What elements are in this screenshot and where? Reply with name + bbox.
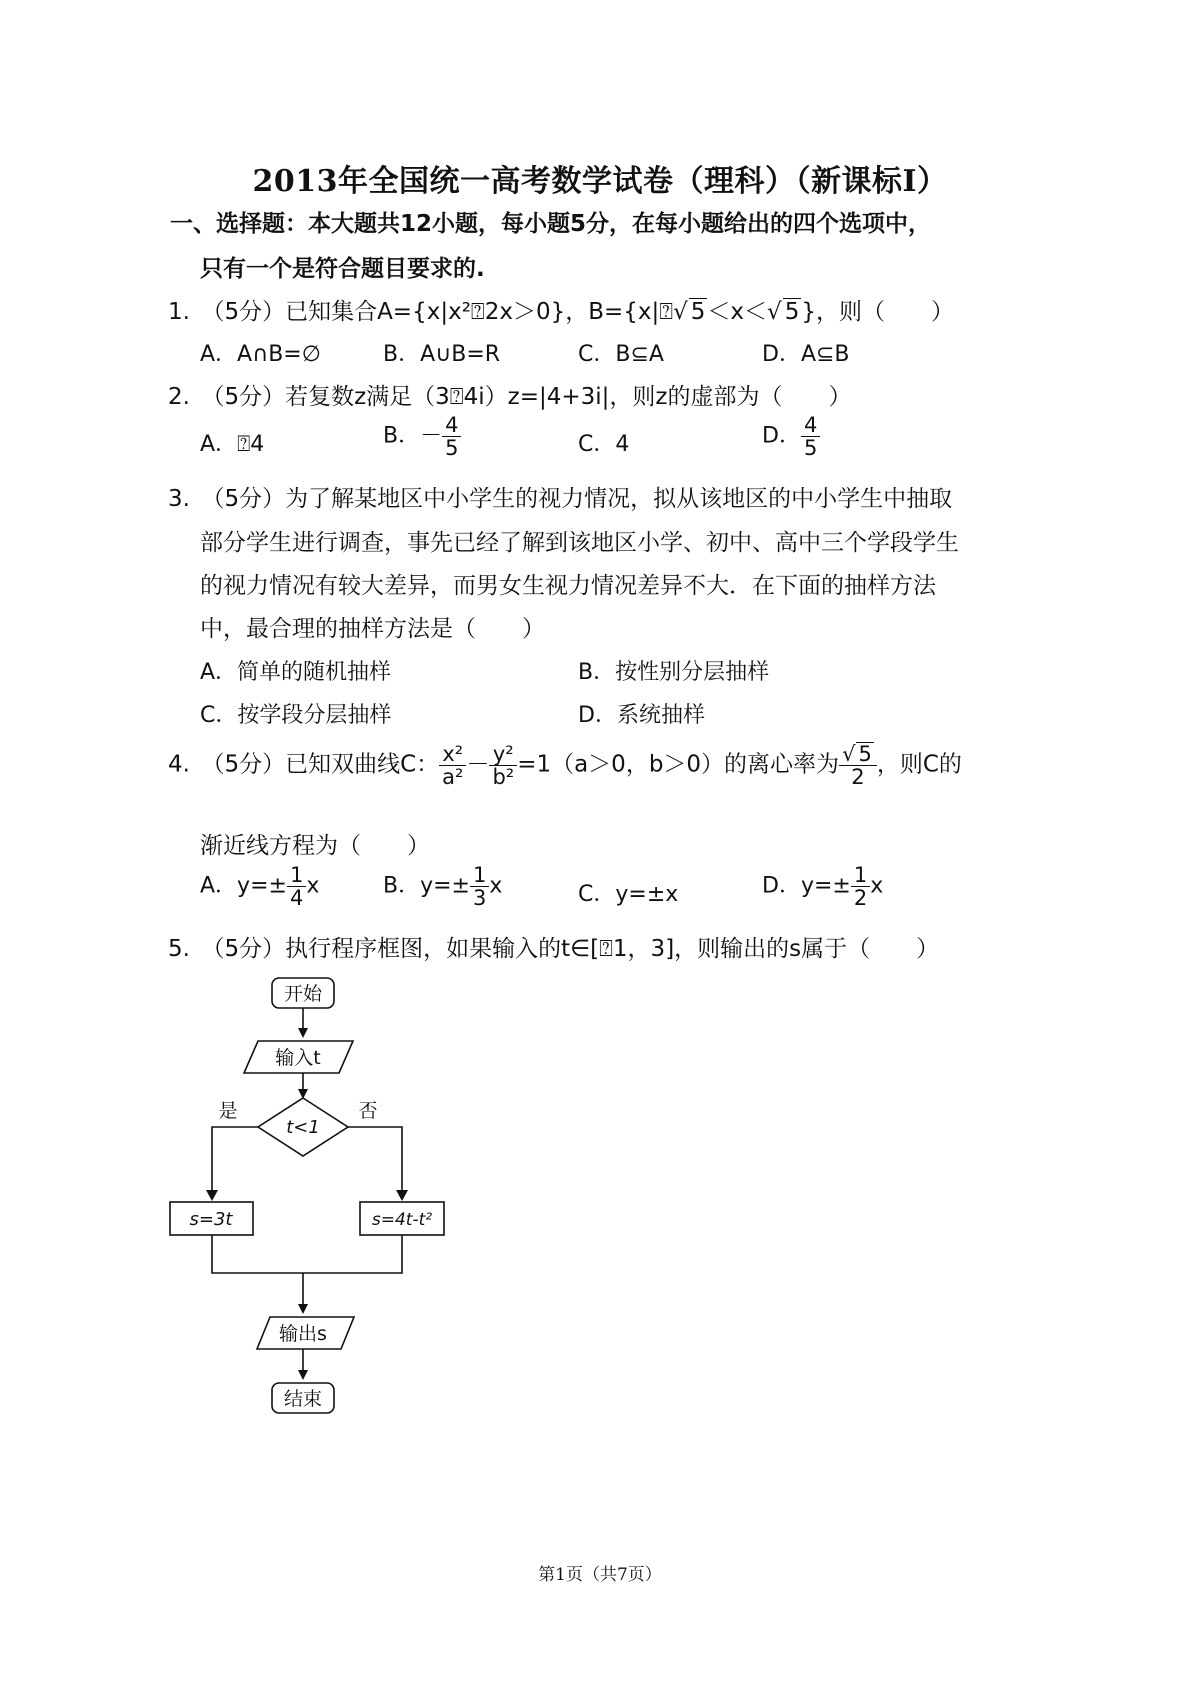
q3-option-a: A．简单的随机抽样 xyxy=(200,660,392,685)
flow-end-label: 结束 xyxy=(283,1388,323,1410)
q2-option-b-sign: － xyxy=(420,423,443,449)
flow-right-process-label: s=4t-t² xyxy=(371,1210,433,1230)
page-title: 2013年全国统一高考数学试卷（理科）（新课标Ⅰ） xyxy=(252,164,948,199)
q3-line-1: 3. （5分）为了解某地区中小学生的视力情况，拟从该地区的中小学生中抽取 xyxy=(168,486,953,512)
flow-input-label: 输入t xyxy=(275,1047,321,1069)
q1-sqrt-1: 5 xyxy=(690,299,706,325)
flow-start-label: 开始 xyxy=(283,983,323,1005)
q2-option-d-denominator: 5 xyxy=(803,436,818,461)
q1-text-d: }，则（ ） xyxy=(801,299,954,325)
q4-option-b-label: B．y=± xyxy=(383,873,470,899)
q1-option-a: A．A∩B=∅ xyxy=(200,342,321,367)
sqrt-symbol: √ xyxy=(767,299,782,325)
q1-option-b: B．A∪B=R xyxy=(383,342,501,367)
q4-fraction-x-numerator: x² xyxy=(439,743,466,766)
q5-text-a: 5. （5分）执行程序框图，如果输入的t∈[ xyxy=(168,936,600,962)
q3-line-2: 部分学生进行调查，事先已经了解到该地区小学、初中、高中三个学段学生 xyxy=(200,530,959,556)
missing-glyph-icon: ⍰ xyxy=(659,299,674,325)
sqrt-symbol: √ xyxy=(842,742,856,766)
flow-arrowhead xyxy=(396,1190,408,1201)
q3-line-4: 中，最合理的抽样方法是（ ） xyxy=(200,616,545,642)
q4-eccentricity-sqrt: 5 xyxy=(858,742,872,766)
q4-minus: － xyxy=(466,751,490,778)
q4-option-d-var: x xyxy=(870,873,884,899)
q4-text-a: 4. （5分）已知双曲线C： xyxy=(168,751,440,778)
q4-text-b: =1（a＞0，b＞0）的离心率为 xyxy=(517,751,840,778)
q4-option-a-denominator: 4 xyxy=(289,886,304,911)
q4-option-a-label: A．y=± xyxy=(200,873,287,899)
sqrt-symbol: √ xyxy=(673,299,688,325)
q2-option-d-numerator: 4 xyxy=(801,414,820,437)
q4-fraction-x-denominator: a² xyxy=(442,764,464,789)
q4-fraction-y-denominator: b² xyxy=(492,764,515,789)
q4-option-a-numerator: 1 xyxy=(287,864,306,887)
q4-text-c: ，则C的 xyxy=(876,751,962,778)
flow-left-process-label: s=3t xyxy=(189,1209,233,1230)
q2-text-a: 2. （5分）若复数z满足（3 xyxy=(168,384,450,410)
q2-text-b: 4i）z=|4+3i|，则z的虚部为（ ） xyxy=(463,384,852,410)
q2-option-b-label: B． xyxy=(383,423,421,449)
q1-text-a: 1. （5分）已知集合A={x|x² xyxy=(168,299,471,325)
q3-option-c: C．按学段分层抽样 xyxy=(200,703,392,728)
flow-yes-label: 是 xyxy=(218,1100,238,1122)
q2-option-b-numerator: 4 xyxy=(442,414,461,437)
q2-option-c: C．4 xyxy=(578,432,630,457)
q1-text-c: ＜x＜ xyxy=(707,299,768,325)
q1-sqrt-2: 5 xyxy=(784,299,800,325)
section-heading-line1: 一、选择题：本大题共12小题，每小题5分，在每小题给出的四个选项中， xyxy=(170,211,932,237)
q3-option-b: B．按性别分层抽样 xyxy=(578,660,770,685)
q5-text-b: 1，3]，则输出的s属于（ ） xyxy=(612,936,940,962)
q4-option-b-denominator: 3 xyxy=(472,886,487,911)
flow-no-label: 否 xyxy=(358,1100,378,1122)
page-footer: 第1页（共7页） xyxy=(538,1565,662,1585)
q3-line-3: 的视力情况有较大差异，而男女生视力情况差异不大．在下面的抽样方法 xyxy=(200,573,936,599)
q1-text-b: 2x＞0}，B={x| xyxy=(484,299,660,325)
q4-fraction-y-numerator: y² xyxy=(489,743,517,766)
q4-option-d-label: D．y=± xyxy=(762,873,851,899)
q2-option-b-denominator: 5 xyxy=(445,436,459,461)
q4-option-c: C．y=±x xyxy=(578,882,679,907)
flow-condition-label: t<1 xyxy=(286,1117,320,1138)
q1-option-c: C．B⊆A xyxy=(578,342,664,367)
q4-option-a-var: x xyxy=(306,873,320,899)
missing-glyph-icon: ⍰ xyxy=(599,936,613,962)
q2-option-a-value: 4 xyxy=(250,432,265,457)
q4-option-b-numerator: 1 xyxy=(470,864,489,887)
q2-option-d-label: D． xyxy=(762,423,801,449)
q4-option-b-var: x xyxy=(489,873,503,899)
q4-eccentricity-denominator: 2 xyxy=(851,765,865,790)
flow-merge-line xyxy=(212,1235,402,1273)
q1-option-d: D．A⊆B xyxy=(762,342,850,367)
q3-option-d: D．系统抽样 xyxy=(578,703,705,728)
missing-glyph-icon: ⍰ xyxy=(470,299,485,325)
q4-option-d-denominator: 2 xyxy=(853,886,868,911)
flow-arrowhead xyxy=(206,1190,218,1201)
flow-output-label: 输出s xyxy=(279,1323,327,1345)
q4-line-2: 渐近线方程为（ ） xyxy=(200,833,430,859)
missing-glyph-icon: ⍰ xyxy=(449,384,464,410)
flow-no-branch xyxy=(348,1127,402,1198)
flow-yes-branch xyxy=(212,1127,258,1198)
section-heading-line2: 只有一个是符合题目要求的. xyxy=(200,256,485,282)
missing-glyph-icon: ⍰ xyxy=(237,432,251,457)
q4-option-d-numerator: 1 xyxy=(851,864,870,887)
q2-option-a-label: A． xyxy=(200,432,238,457)
